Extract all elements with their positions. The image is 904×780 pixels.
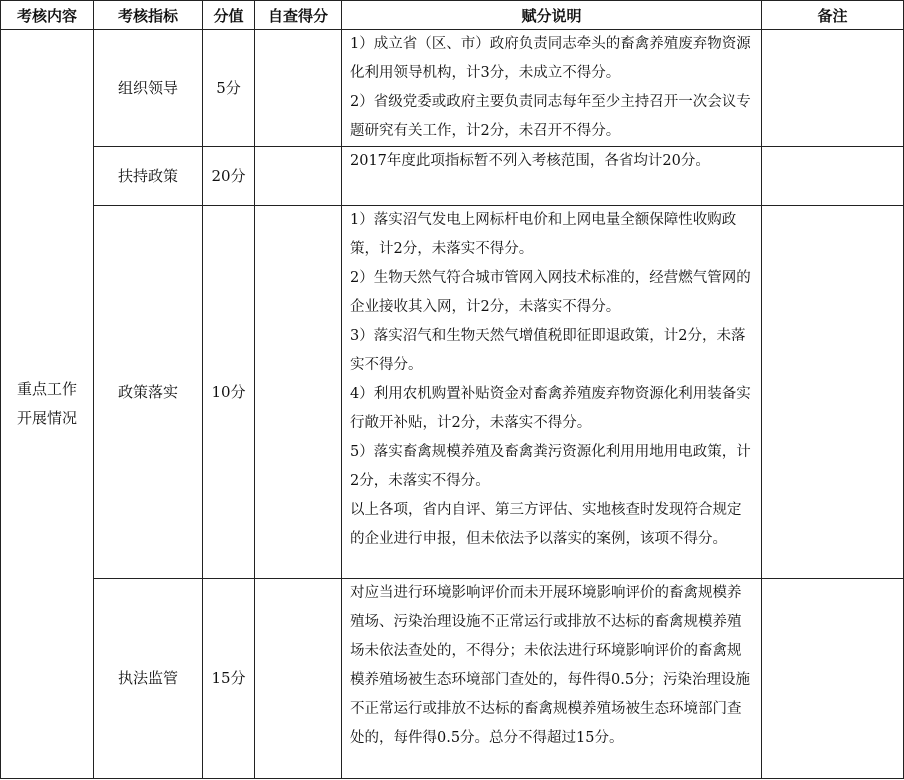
category-line: 重点工作 [16,380,77,398]
description-paragraph: 1）成立省（区、市）政府负责同志牵头的畜禽养殖废弃物资源化利用领导机构，计3分，未成立不得分。 [350,36,751,81]
description-paragraph: 对应当进行环境影响评价而未开展环境影响评价的畜禽规模养殖场、污染治理设施不正常运行或排放不达标的畜禽规模养殖场未依法查处的，不得分；未依法进行环境影响评价的畜禽规模养殖场被生态环境部门查处的，每件得0.5分；污染治理设施不正常运行或排放不达标的畜禽规模养殖场被生态环境部门查处的，每件得0.5分。总分不得超过15分。 [350,585,751,746]
description-paragraph: 2）省级党委或政府主要负责同志每年至少主持召开一次会议专题研究有关工作，计2分，未召开不得分。 [350,94,751,139]
indicator-cell: 政策落实 [94,206,203,579]
table-row [1,206,904,579]
description-cell [342,206,762,579]
description-paragraph: 2）生物天然气符合城市管网入网技术标准的，经营燃气管网的企业接收其入网，计2分，未落实不得分。 [350,270,751,315]
remarks-cell [762,30,904,147]
header-remarks: 备注 [762,1,904,30]
score-cell: 20分 [203,147,255,206]
header-self-score: 自查得分 [255,1,342,30]
remarks-cell [762,147,904,206]
header-description: 赋分说明 [342,1,762,30]
description-cell [342,30,762,147]
indicator-cell: 扶持政策 [94,147,203,206]
header-score: 分值 [203,1,255,30]
remarks-cell [762,206,904,579]
description-cell [342,147,762,206]
header-indicator: 考核指标 [94,1,203,30]
category-line: 开展情况 [16,409,77,427]
description-paragraph: 5）落实畜禽规模养殖及畜禽粪污资源化利用用地用电政策，计2分，未落实不得分。 [350,444,751,489]
description-paragraph: 2017年度此项指标暂不列入考核范围，各省均计20分。 [350,153,710,169]
description-paragraph: 以上各项，省内自评、第三方评估、实地核查时发现符合规定的企业进行申报，但未依法予以落实的案例，该项不得分。 [350,502,742,547]
self-score-cell [255,147,342,206]
table-row [1,579,904,779]
indicator-cell: 执法监管 [94,579,203,779]
self-score-cell [255,30,342,147]
indicator-cell: 组织领导 [94,30,203,147]
score-cell: 10分 [203,206,255,579]
self-score-cell [255,579,342,779]
score-cell: 5分 [203,30,255,147]
header-row [1,1,904,30]
description-paragraph: 4）利用农机购置补贴资金对畜禽养殖废弃物资源化利用装备实行敞开补贴，计2分，未落实不得分。 [350,386,751,431]
header-content: 考核内容 [1,1,94,30]
table-row [1,147,904,206]
description-paragraph: 3）落实沼气和生物天然气增值税即征即退政策，计2分，未落实不得分。 [350,328,746,373]
self-score-cell [255,206,342,579]
description-paragraph: 1）落实沼气发电上网标杆电价和上网电量全额保障性收购政策，计2分，未落实不得分。 [350,212,737,257]
remarks-cell [762,579,904,779]
score-cell: 15分 [203,579,255,779]
table-row [1,30,904,147]
category-cell [1,30,94,779]
description-cell [342,579,762,779]
